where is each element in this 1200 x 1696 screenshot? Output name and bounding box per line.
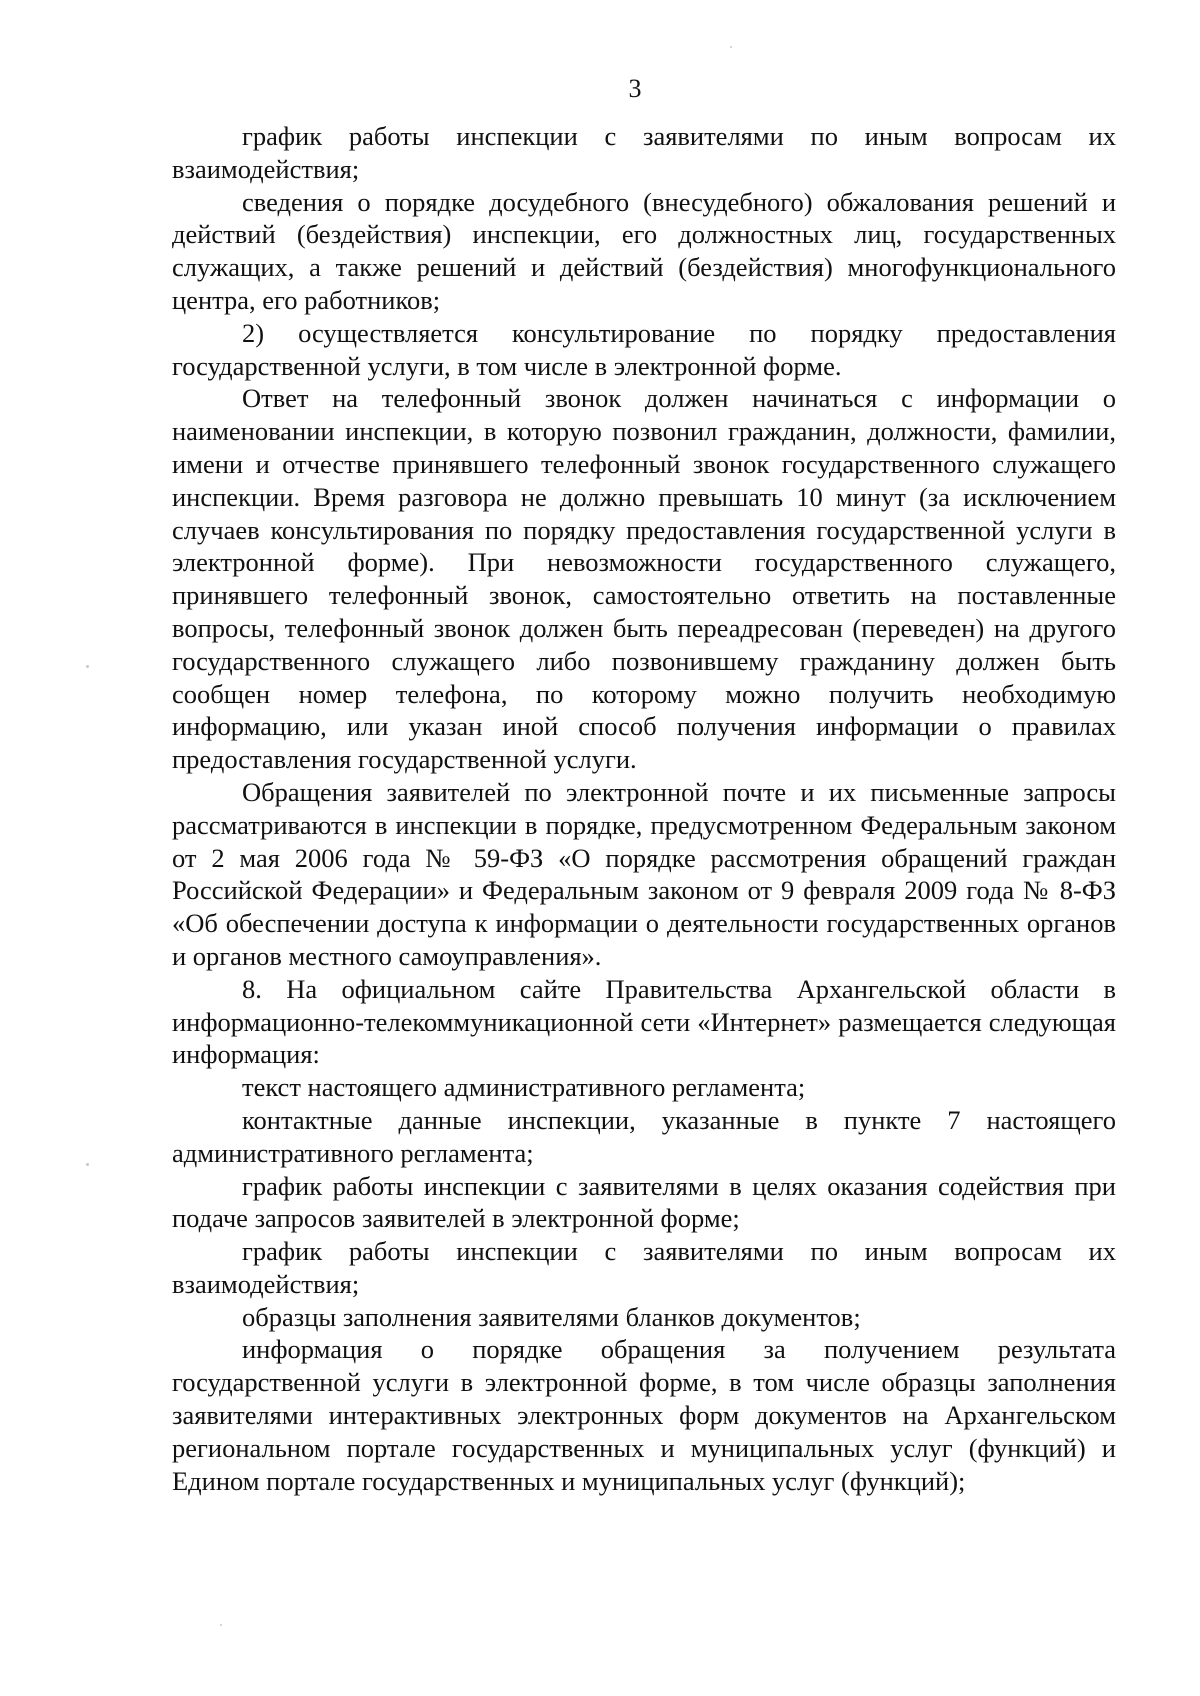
- paragraph: 2) осуществляется консультирование по порядку предоставления государственной услуги, в том числе в электронной форме.: [172, 317, 1116, 381]
- paragraph: 8. На официальном сайте Правительства Архангельской области в информационно-телекоммуникационной сети «Интернет» размещается следующая информация:: [172, 973, 1116, 1070]
- paragraph: Ответ на телефонный звонок должен начинаться с информации о наименовании инспекции, в которую позвонил гражданин, должности, фамилии, имени и отчестве принявшего телефонный звонок государственного служащего инспекции. Время разговора не должно превышать 10 минут (за исключением случаев консультирования по порядку предоставления государственной услуги в электронной форме). При невозможности государственного служащего, принявшего телефонный звонок, самостоятельно ответить на поставленные вопросы, телефонный звонок должен быть переадресован (переведен) на другого государственного служащего либо позвонившему гражданину должен быть сообщен номер телефона, по которому можно получить необходимую информацию, или указан иной способ получения информации о правилах предоставления государственной услуги.: [172, 383, 1116, 775]
- paragraph: контактные данные инспекции, указанные в пункте 7 настоящего административного регламента;: [172, 1104, 1116, 1168]
- page-number: 3: [628, 74, 642, 103]
- scan-speck: [730, 46, 732, 48]
- scan-speck: [220, 1624, 222, 1626]
- scan-speck: [86, 665, 89, 668]
- paragraph: Обращения заявителей по электронной почте и их письменные запросы рассматриваются в инспекции в порядке, предусмотренном Федеральным законом от 2 мая 2006 года № 59-ФЗ «О порядке рассмотрения обращений граждан Российской Федерации» и Федеральным законом от 9 февраля 2009 года № 8-ФЗ «Об обеспечении доступа к информации о деятельности государственных органов и органов местного самоуправления».: [172, 776, 1116, 971]
- paragraph: образцы заполнения заявителями бланков документов;: [242, 1301, 861, 1332]
- paragraph: график работы инспекции с заявителями в целях оказания содействия при подаче запросов заявителей в электронной форме;: [172, 1170, 1116, 1234]
- paragraph: график работы инспекции с заявителями по иным вопросам их взаимодействия;: [172, 1236, 1116, 1299]
- document-body: [172, 120, 1116, 1497]
- paragraph: текст настоящего административного регламента;: [242, 1072, 806, 1103]
- paragraph: график работы инспекции с заявителями по иным вопросам их взаимодействия;: [172, 121, 1116, 184]
- paragraph: информация о порядке обращения за получением результата государственной услуги в электронной форме, в том числе образцы заполнения заявителями интерактивных электронных форм документов на Архангельском региональном портале государственных и муниципальных услуг (функций) и Едином портале государственных и муниципальных услуг (функций);: [172, 1334, 1116, 1496]
- scan-speck: [86, 1163, 89, 1166]
- paragraph: сведения о порядке досудебного (внесудебного) обжалования решений и действий (бездействия) инспекции, его должностных лиц, государственных служащих, а также решений и действий (бездействия) многофункционального центра, его работников;: [172, 186, 1116, 315]
